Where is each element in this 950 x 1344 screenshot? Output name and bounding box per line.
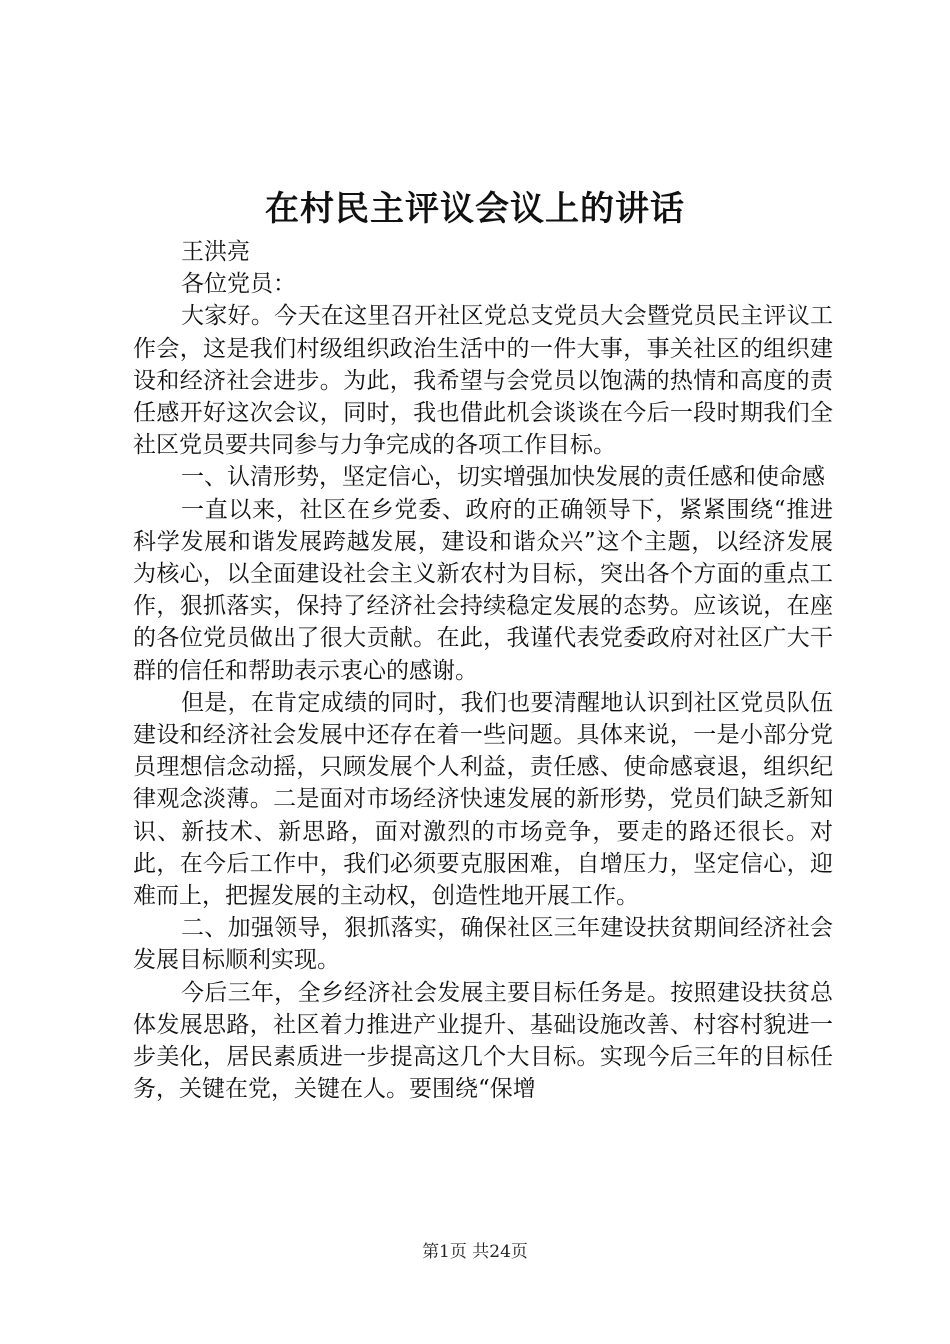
section-heading: 二、加强领导，狠抓落实，确保社区三年建设扶贫期间经济社会发展目标顺利实现。 xyxy=(133,915,833,974)
paragraph: 今后三年，全乡经济社会发展主要目标任务是。按照建设扶贫总体发展思路，社区着力推进产业提升、基础设施改善、村容村貌进一步美化，居民素质进一步提高这几个大目标。实现今后三年的目标任务，关键在党，关键在人。要围绕“保增 xyxy=(133,979,833,1103)
author-line: 王洪亮 xyxy=(181,239,250,265)
section-heading: 一、认清形势，坚定信心，切实增强加快发展的责任感和使命感 xyxy=(181,464,825,491)
paragraph: 但是，在肯定成绩的同时，我们也要清醒地认识到社区党员队伍建设和经济社会发展中还存在着一些问题。具体来说，一是小部分党员理想信念动摇，只顾发展个人利益，责任感、使命感衰退，组织纪律观念淡薄。二是面对市场经济快速发展的新形势，党员们缺乏新知识、新技术、新思路，面对激烈的市场竞争，要走的路还很长。对此，在今后工作中，我们必须要克服困难，自增压力，坚定信心，迎难而上，把握发展的主动权，创造性地开展工作。 xyxy=(133,689,833,910)
salutation-line: 各位党员： xyxy=(181,271,296,298)
document-title: 在村民主评议会议上的讲话 xyxy=(265,189,685,229)
page-number-footer: 第1页 共24页 xyxy=(422,1242,528,1262)
document-body xyxy=(133,236,833,1105)
paragraph: 大家好。今天在这里召开社区党总支党员大会暨党员民主评议工作会，这是我们村级组织政治生活中的一件大事，事关社区的组织建设和经济社会进步。为此，我希望与会党员以饱满的热情和高度的责任感开好这次会议，同时，我也借此机会谈谈在今后一段时期我们全社区党员要共同参与力争完成的各项工作目标。 xyxy=(133,303,833,459)
paragraph: 一直以来，社区在乡党委、政府的正确领导下，紧紧围绕“推进科学发展和谐发展跨越发展，建设和谐众兴”这个主题，以经济发展为核心，以全面建设社会主义新农村为目标，突出各个方面的重点工作，狠抓落实，保持了经济社会持续稳定发展的态势。应该说，在座的各位党员做出了很大贡献。在此，我谨代表党委政府对社区广大干群的信任和帮助表示衷心的感谢。 xyxy=(133,496,833,684)
